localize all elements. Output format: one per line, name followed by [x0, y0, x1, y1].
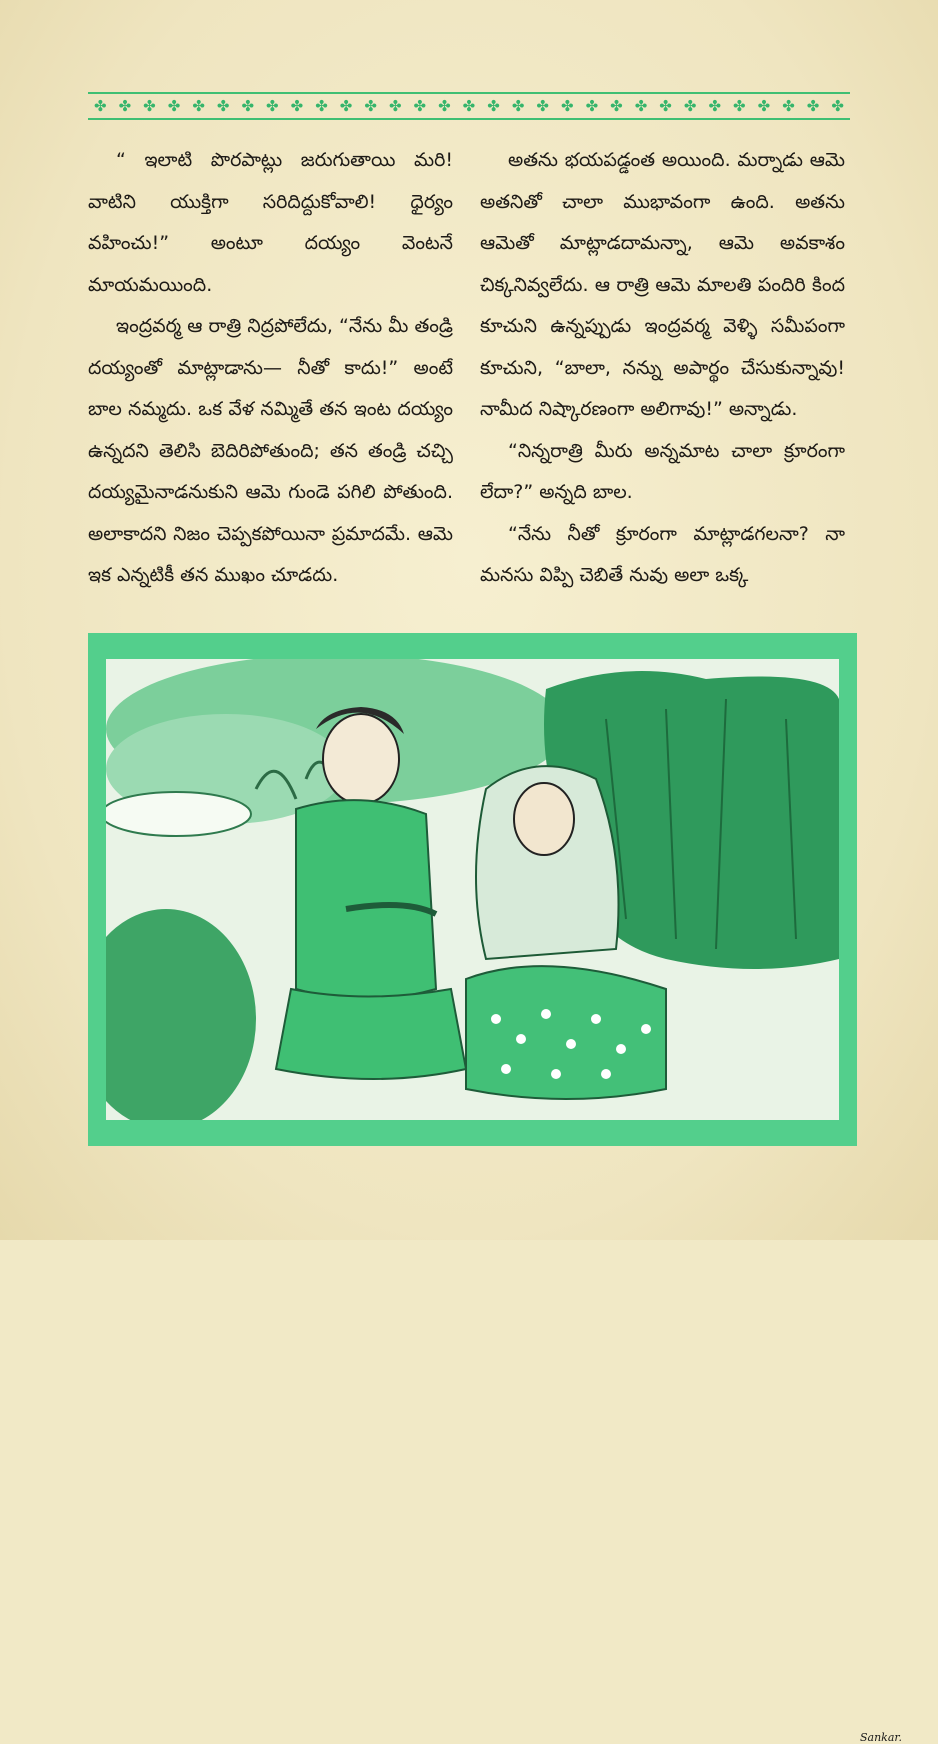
- ornament-glyph: ✤: [610, 96, 623, 115]
- illustration-drawing: [106, 659, 839, 1120]
- ornament-glyph: ✤: [388, 96, 402, 115]
- ornament-glyph: ✤: [364, 96, 377, 115]
- left-paragraph-2: ఇంద్రవర్మ ఆ రాత్రి నిద్రపోలేదు, “నేను మీ తండ్రి దయ్యంతో మాట్లాడాను— నీతో కాదు!” అంటే బాల నమ్మదు. ఒక వేళ నమ్మితే తన ఇంట దయ్యం ఉన్నదని తెలిసి బెదిరిపోతుంది; తన తండ్రి చచ్చి దయ్యమైనాడనుకుని ఆమె గుండె పగిలి పోతుంది. అలాకాదని నిజం చెప్పకపోయినా ప్రమాదమే. ఆమె ఇక ఎన్నటికీ తన ముఖం చూడదు.: [88, 315, 453, 586]
- ornament-glyph: ✤: [339, 96, 353, 115]
- ornament-glyph: ✤: [708, 96, 722, 115]
- story-illustration: [88, 633, 902, 1744]
- ornament-glyph: ✤: [585, 96, 599, 115]
- ornament-glyph: ✤: [560, 96, 574, 115]
- left-text-column: [88, 140, 453, 597]
- ornament-glyph: ✤: [94, 96, 107, 115]
- left-paragraph-1: “ ఇలాటి పొరపాట్లు జరుగుతాయి మరి! వాటిని యుక్తిగా సరిదిద్దుకోవాలి! ధైర్యం వహించు!” అంటూ దయ్యం వెంటనే మాయమయింది.: [88, 149, 453, 296]
- ornament-glyph: ✤: [782, 96, 795, 115]
- right-paragraph-1: అతను భయపడ్డంత అయింది. మర్నాడు ఆమె అతనితో చాలా ముభావంగా ఉంది. అతను ఆమెతో మాట్లాడదామన్నా, ఆమె అవకాశం చిక్కనివ్వలేదు. ఆ రాత్రి ఆమె మాలతి పందిరి కింద కూచుని ఉన్నప్పుడు ఇంద్రవర్మ వెళ్ళి సమీపంగా కూచుని, “బాలా, నన్ను అపార్థం చేసుకున్నావు! నామీద నిష్కారణంగా అలిగావు!” అన్నాడు.: [480, 149, 845, 420]
- ornament-glyph: ✤: [487, 96, 500, 115]
- ornament-glyph: ✤: [192, 96, 205, 115]
- ornament-glyph: ✤: [634, 96, 648, 115]
- right-paragraph-2: “నిన్నరాత్రి మీరు అన్నమాట చాలా క్రూరంగా లేదా?” అన్నది బాల.: [480, 439, 845, 503]
- ornament-glyph: ✤: [733, 96, 746, 115]
- ornament-glyph: ✤: [266, 96, 279, 115]
- ornament-glyph: ✤: [290, 96, 304, 115]
- ornament-glyph: ✤: [241, 96, 255, 115]
- right-paragraph-3: “నేను నీతో క్రూరంగా మాట్లాడగలనా? నా మనసు విప్పి చెబితే నువు అలా ఒక్క: [480, 522, 845, 586]
- ornament-glyph: ✤: [806, 96, 820, 115]
- ornament-glyph: ✤: [167, 96, 181, 115]
- artist-signature: Sankar.: [860, 1731, 902, 1744]
- ornament-glyph: ✤: [216, 96, 230, 115]
- ornament-glyph: ✤: [118, 96, 132, 115]
- ornament-glyph: ✤: [831, 96, 844, 115]
- ornament-glyph: ✤: [683, 96, 697, 115]
- ornament-glyph: ✤: [511, 96, 525, 115]
- ornament-glyph: ✤: [315, 96, 328, 115]
- ornament-glyph: ✤: [438, 96, 451, 115]
- ornament-glyph: ✤: [413, 96, 427, 115]
- pond: [106, 792, 251, 836]
- ornament-glyph: ✤: [143, 96, 156, 115]
- ornament-glyph: ✤: [536, 96, 549, 115]
- ornament-glyph: ✤: [462, 96, 476, 115]
- decorative-border: [88, 92, 850, 120]
- ornament-glyph: ✤: [659, 96, 672, 115]
- ornament-glyph: ✤: [757, 96, 771, 115]
- right-text-column: [480, 140, 845, 597]
